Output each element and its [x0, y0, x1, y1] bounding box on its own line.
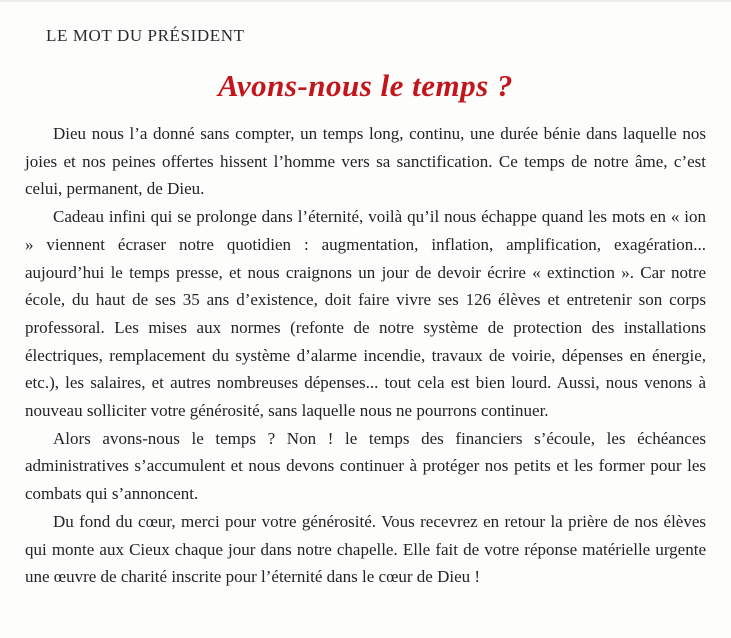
article-paragraph-3: Alors avons-nous le temps ? Non ! le temps des financiers s’écoule, les échéances administratives s’accumulent et nous devons continuer à protéger nos petits et les former pour les combats qui s’annoncent.: [25, 428, 706, 504]
article-paragraph-4: Du fond du cœur, merci pour votre générosité. Vous recevrez en retour la prière de nos élèves qui monte aux Cieux chaque jour dans notre chapelle. Elle fait de votre réponse matérielle urgente une œuvre de charité inscrite pour l’éternité dans le cœur de Dieu !: [25, 511, 706, 587]
article-paragraph-1: Dieu nous l’a donné sans compter, un temps long, continu, une durée bénie dans laquelle nos joies et nos peines offertes hissent l’homme vers sa sanctification. Ce temps de notre âme, c’est celui, permanent, de Dieu.: [25, 124, 706, 199]
article-body: [25, 120, 706, 591]
article-title: Avons-nous le temps ?: [218, 68, 513, 103]
scan-edge-artifact: [0, 0, 731, 2]
article-paragraph-2: Cadeau infini qui se prolonge dans l’éternité, voilà qu’il nous échappe quand les mots en « ion » viennent écraser notre quotidien : augmentation, inflation, amplification, exagération... aujourd’hui le temps presse, et nous craignons un jour de devoir écrire « extinction ». Car notre école, du haut de ses 35 ans d’existence, doit faire vivre ses 126 élèves et entretenir son corps professoral. Les mises aux normes (refonte de notre système de protection des installations électriques, remplacement du système d’alarme incendie, travaux de voirie, dépenses en énergie, etc.), les salaires, et autres nombreuses dépenses... tout cela est bien lourd. Aussi, nous venons à nouveau solliciter votre générosité, sans laquelle nous ne pourrons continuer.: [25, 207, 706, 421]
section-kicker: LE MOT DU PRÉSIDENT: [46, 26, 245, 45]
